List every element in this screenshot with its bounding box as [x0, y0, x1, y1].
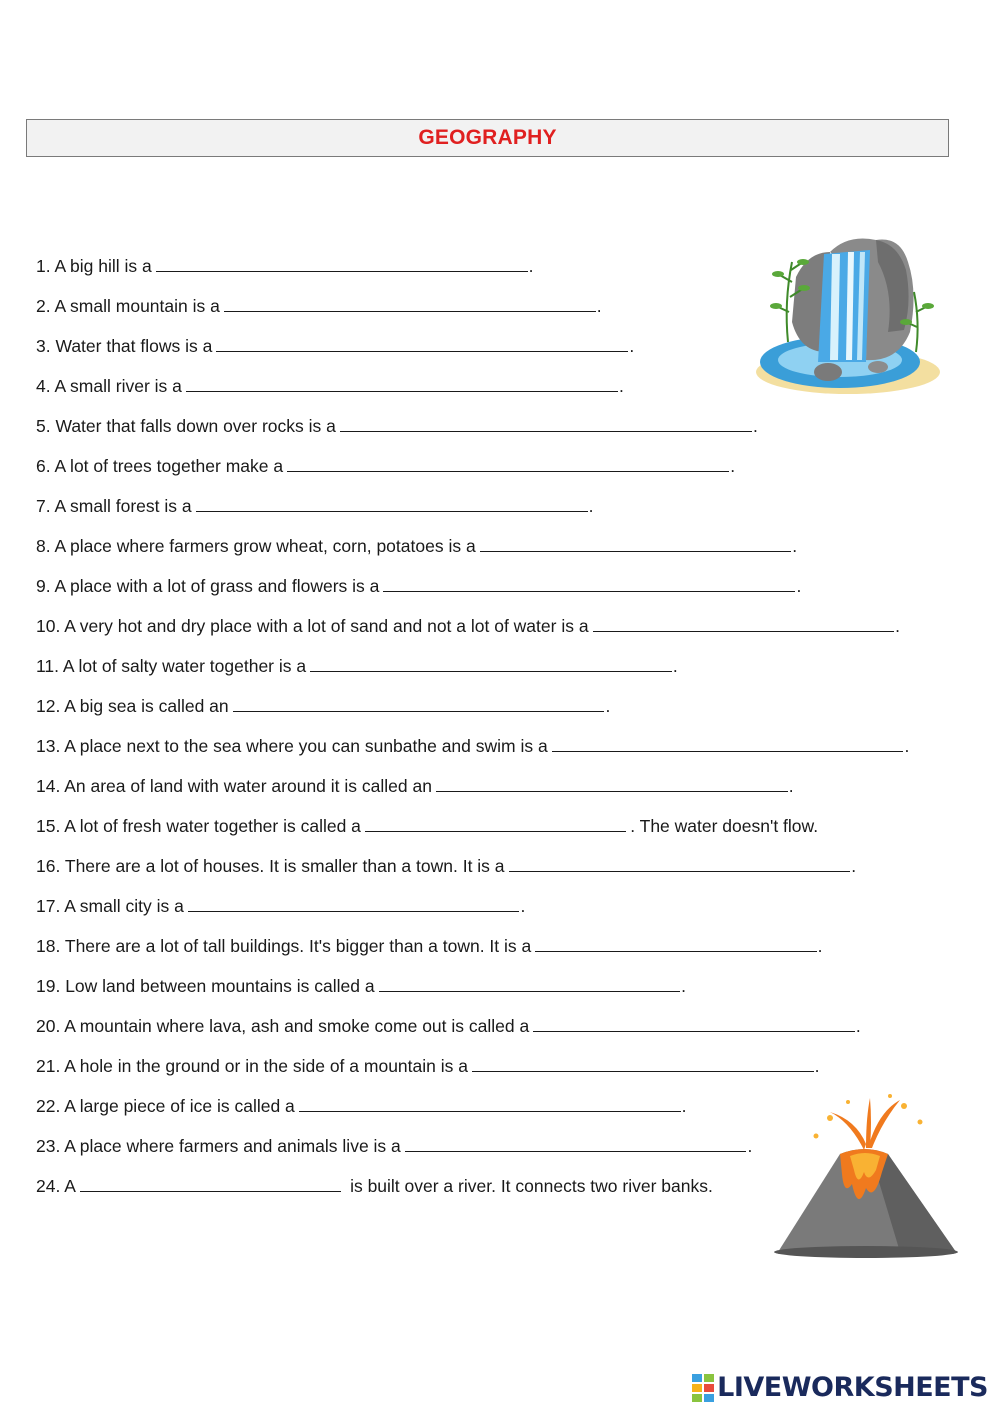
question-text: 16. There are a lot of houses. It is smaller than a town. It is a [36, 856, 505, 876]
question-item [36, 893, 956, 933]
question-text: 19. Low land between mountains is called a [36, 976, 375, 996]
question-ending: . [596, 296, 602, 316]
question-text: 4. A small river is a [36, 376, 182, 396]
question-ending: . [904, 736, 910, 756]
answer-blank[interactable] [405, 1134, 747, 1152]
question-ending: . [681, 1096, 687, 1116]
answer-blank[interactable] [533, 1014, 855, 1032]
liveworksheets-brand[interactable] [692, 1372, 988, 1403]
question-ending: . [796, 576, 802, 596]
answer-blank[interactable] [287, 454, 729, 472]
question-item [36, 853, 956, 893]
question-text: 11. A lot of salty water together is a [36, 656, 307, 676]
question-text: 13. A place next to the sea where you can sunbathe and swim is a [36, 736, 548, 756]
answer-blank[interactable] [436, 774, 788, 792]
answer-blank[interactable] [383, 574, 795, 592]
question-ending: . [895, 616, 900, 636]
question-text: 23. A place where farmers and animals live is a [36, 1136, 401, 1156]
question-ending: . [752, 416, 758, 436]
answer-blank[interactable] [196, 494, 588, 512]
question-ending: . [817, 936, 823, 956]
question-ending: . [528, 256, 534, 276]
question-item [36, 653, 956, 693]
answer-blank[interactable] [188, 894, 520, 912]
question-ending: . [730, 456, 736, 476]
answer-blank[interactable] [216, 334, 628, 352]
question-item [36, 973, 956, 1013]
answer-blank[interactable] [593, 614, 895, 632]
question-ending: . [792, 536, 798, 556]
waterfall-illustration [748, 222, 943, 400]
question-ending: . [788, 776, 794, 796]
question-text: 7. A small forest is a [36, 496, 192, 516]
question-text: 2. A small mountain is a [36, 296, 220, 316]
question-ending: . [851, 856, 857, 876]
answer-blank[interactable] [299, 1094, 681, 1112]
answer-blank[interactable] [365, 814, 626, 832]
question-item [36, 693, 956, 733]
page-title: GEOGRAPHY [418, 126, 557, 149]
question-text: 22. A large piece of ice is called a [36, 1096, 295, 1116]
question-text: 10. A very hot and dry place with a lot of sand and not a lot of water is a [36, 616, 589, 636]
question-text: 3. Water that flows is a [36, 336, 213, 356]
question-item [36, 1013, 956, 1053]
question-ending: . [605, 696, 611, 716]
question-ending: . [855, 1016, 861, 1036]
question-item [36, 613, 956, 653]
question-item [36, 453, 956, 493]
question-text: 5. Water that falls down over rocks is a [36, 416, 336, 436]
answer-blank[interactable] [186, 374, 618, 392]
answer-blank[interactable] [224, 294, 596, 312]
question-text: 12. A big sea is called an [36, 696, 229, 716]
question-item [36, 573, 956, 613]
question-ending: . [619, 376, 624, 396]
answer-blank[interactable] [552, 734, 904, 752]
question-text: 9. A place with a lot of grass and flowers is a [36, 576, 380, 596]
liveworksheets-wordmark: LIVEWORKSHEETS [717, 1372, 988, 1403]
volcano-illustration [770, 1092, 962, 1260]
answer-blank[interactable] [233, 694, 605, 712]
answer-blank[interactable] [535, 934, 816, 952]
question-ending: . [629, 336, 635, 356]
liveworksheets-logo-icon [692, 1374, 714, 1402]
question-item [36, 933, 956, 973]
question-item [36, 533, 956, 573]
answer-blank[interactable] [340, 414, 752, 432]
question-ending: . [520, 896, 526, 916]
question-ending: . The water doesn't flow. [630, 816, 819, 836]
question-ending: . [672, 656, 678, 676]
answer-blank[interactable] [379, 974, 681, 992]
question-text: 24. A [36, 1176, 76, 1196]
answer-blank[interactable] [310, 654, 672, 672]
question-text: 14. An area of land with water around it is called an [36, 776, 432, 796]
question-ending: . [681, 976, 686, 996]
question-text: 8. A place where farmers grow wheat, corn, potatoes is a [36, 536, 476, 556]
question-text: 6. A lot of trees together make a [36, 456, 284, 476]
question-text: 1. A big hill is a [36, 256, 152, 276]
question-text: 15. A lot of fresh water together is called a [36, 816, 361, 836]
question-item [36, 733, 956, 773]
answer-blank[interactable] [480, 534, 792, 552]
question-text: 21. A hole in the ground or in the side of a mountain is a [36, 1056, 468, 1076]
question-item [36, 773, 956, 813]
question-item [36, 813, 956, 853]
answer-blank[interactable] [80, 1174, 341, 1192]
question-item [36, 1053, 956, 1093]
answer-blank[interactable] [472, 1054, 814, 1072]
question-item [36, 493, 956, 533]
question-text: 17. A small city is a [36, 896, 184, 916]
question-text: 20. A mountain where lava, ash and smoke come out is called a [36, 1016, 530, 1036]
question-ending: . [814, 1056, 820, 1076]
question-ending: . [588, 496, 594, 516]
question-item [36, 413, 956, 453]
question-ending: is built over a river. It connects two river banks. [345, 1176, 713, 1196]
answer-blank[interactable] [509, 854, 851, 872]
question-ending: . [747, 1136, 753, 1156]
answer-blank[interactable] [156, 254, 528, 272]
title-box [26, 119, 949, 157]
question-text: 18. There are a lot of tall buildings. It's bigger than a town. It is a [36, 936, 532, 956]
